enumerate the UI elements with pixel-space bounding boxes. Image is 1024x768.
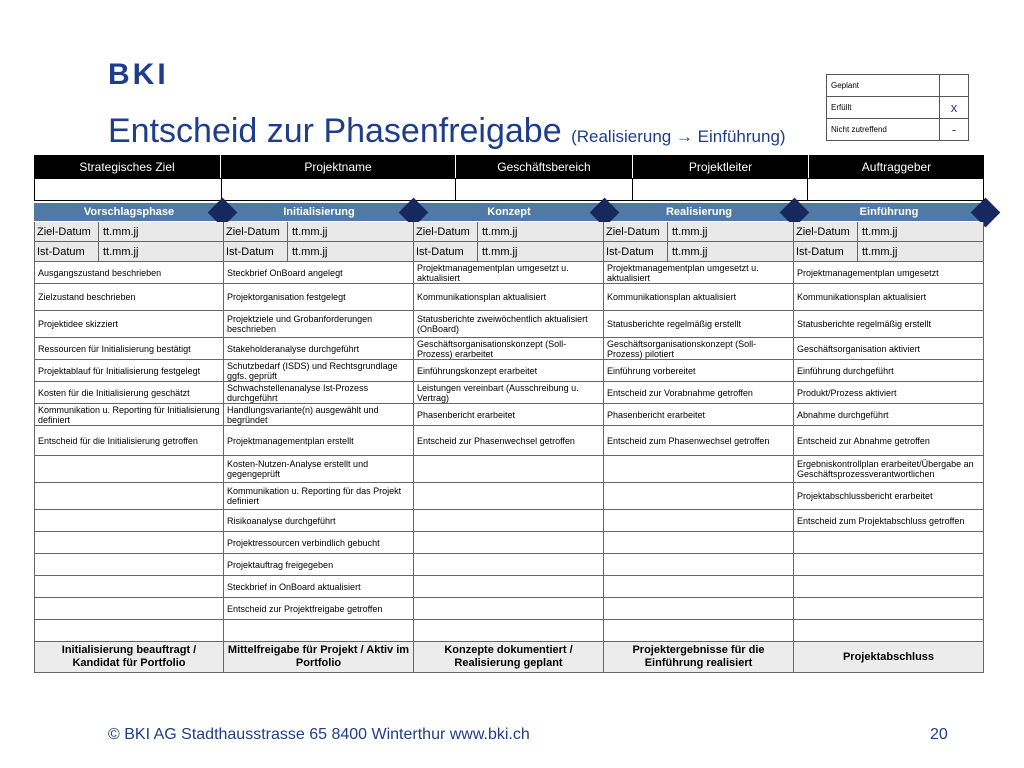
ist-date-cell [34,242,224,262]
ziel-date-label: Ziel-Datum [794,222,858,241]
checklist-item [414,554,604,576]
checklist-item: Projektmanagementplan umgesetzt u. aktualisiert [414,262,604,284]
header-client: Auftraggeber [861,159,932,174]
ziel-date-value[interactable]: tt.mm.jj [672,225,708,238]
checklist-item [34,576,224,598]
phase-label: Vorschlagsphase [83,206,175,218]
checklist-item [794,532,984,554]
checklist-item [34,554,224,576]
checklist-item [604,483,794,510]
project-lead-field[interactable] [633,179,809,200]
project-header-row [34,155,984,178]
checklist-item: Geschäftsorganisation aktiviert [794,338,984,360]
legend-row [827,97,969,119]
ziel-date-value[interactable]: tt.mm.jj [482,225,518,238]
checklist-item [604,598,794,620]
checklist-item: Einführung durchgeführt [794,360,984,382]
checklist-item [794,554,984,576]
checklist-item: Kosten-Nutzen-Analyse erstellt und gegengeprüft [224,456,414,483]
client-field[interactable] [808,179,983,200]
phase-milestone: Projektabschluss [794,642,984,673]
checklist-item: Geschäftsorganisationskonzept (Soll-Prozess) pilotiert [604,338,794,360]
legend-label: Erfüllt [827,97,940,119]
checklist-item: Risikoanalyse durchgeführt [224,510,414,532]
phase-label: Konzept [487,206,531,218]
ziel-date-cell [794,222,984,242]
checklist-item: Stakeholderanalyse durchgeführt [224,338,414,360]
checklist-item: Ergebniskontrollplan erarbeitet/Übergabe an Geschäftsprozessverantwortlichen [794,456,984,483]
ist-date-value[interactable]: tt.mm.jj [862,245,898,258]
legend-mark: - [940,119,969,141]
phase-milestone: Initialisierung beauftragt / Kandidat für Portfolio [34,642,224,673]
checklist-item: Kosten für die Initialisierung geschätzt [34,382,224,404]
ziel-date-cell [604,222,794,242]
checklist-item: Zielzustand beschrieben [34,284,224,311]
checklist-item: Phasenbericht erarbeitet [604,404,794,426]
ziel-date-cell [414,222,604,242]
ist-date-value[interactable]: tt.mm.jj [103,245,139,258]
ist-date-label: Ist-Datum [414,242,478,261]
checklist-item: Entscheid zum Projektabschluss getroffen [794,510,984,532]
header-project-name: Projektname [221,155,456,178]
phase-bar [34,203,984,221]
checklist-item: Kommunikation u. Reporting für Initialisierung definiert [34,404,224,426]
phase-label: Initialisierung [283,206,355,218]
ziel-date-label: Ziel-Datum [224,222,288,241]
checklist-item [604,554,794,576]
checklist-item: Statusberichte regelmäßig erstellt [794,311,984,338]
ist-date-label: Ist-Datum [794,242,858,261]
status-legend [826,74,969,141]
checklist-item [34,510,224,532]
phase-milestone: Mittelfreigabe für Projekt / Aktiv im Portfolio [224,642,414,673]
checklist-item: Projektmanagementplan umgesetzt [794,262,984,284]
checklist-item: Phasenbericht erarbeitet [414,404,604,426]
checklist-item: Entscheid für die Initialisierung getroffen [34,426,224,456]
ist-date-label: Ist-Datum [604,242,668,261]
phase-label: Einführung [859,206,919,218]
ziel-date-value[interactable]: tt.mm.jj [862,225,898,238]
ziel-date-cell [34,222,224,242]
checklist-item: Steckbrief OnBoard angelegt [224,262,414,284]
checklist-item [604,456,794,483]
checklist-item [414,483,604,510]
ist-date-cell [414,242,604,262]
checklist-item: Leistungen vereinbart (Ausschreibung u. Vertrag) [414,382,604,404]
ziel-date-label: Ziel-Datum [604,222,668,241]
checklist-item [604,576,794,598]
header-project-lead: Projektleiter [633,155,809,178]
checklist-item: Projektidee skizziert [34,311,224,338]
legend-label: Geplant [827,75,940,97]
title-subtitle: (Realisierung → Einführung) [571,127,786,146]
phase-milestone: Konzepte dokumentiert / Realisierung geplant [414,642,604,673]
legend-row [827,75,969,97]
checklist-item: Einführung vorbereitet [604,360,794,382]
checklist-item [34,598,224,620]
legend-label: Nicht zutreffend [827,119,940,141]
phase-milestone: Projektergebnisse für die Einführung realisiert [604,642,794,673]
checklist-item: Produkt/Prozess aktiviert [794,382,984,404]
checklist-item: Kommunikationsplan aktualisiert [414,284,604,311]
ist-date-label: Ist-Datum [224,242,288,261]
checklist-item: Ressourcen für Initialisierung bestätigt [34,338,224,360]
checklist-item [34,483,224,510]
business-unit-field[interactable] [456,179,633,200]
checklist-item [224,620,414,642]
checklist-item: Statusberichte zweiwöchentlich aktualisiert (OnBoard) [414,311,604,338]
ist-date-cell [794,242,984,262]
footer-text: © BKI AG Stadthausstrasse 65 8400 Winterthur www.bki.ch [108,726,530,743]
ziel-date-label: Ziel-Datum [414,222,478,241]
project-name-field[interactable] [222,179,457,200]
checklist-item: Ausgangszustand beschrieben [34,262,224,284]
project-value-row [34,178,984,201]
checklist-item: Projektmanagementplan erstellt [224,426,414,456]
checklist-item [604,620,794,642]
checklist-item [414,510,604,532]
checklist-item: Kommunikation u. Reporting für das Projekt definiert [224,483,414,510]
checklist-item: Abnahme durchgeführt [794,404,984,426]
checklist-item: Einführungskonzept erarbeitet [414,360,604,382]
ziel-date-cell [224,222,414,242]
page-number: 20 [930,726,948,743]
ziel-date-value[interactable]: tt.mm.jj [292,225,328,238]
header-strategic-goal: Strategisches Ziel [34,155,221,178]
checklist-item: Projektauftrag freigegeben [224,554,414,576]
checklist-item [794,576,984,598]
checklist-item: Entscheid zur Phasenwechsel getroffen [414,426,604,456]
checklist-item [414,598,604,620]
checklist-item: Entscheid zur Abnahme getroffen [794,426,984,456]
checklist-item [604,532,794,554]
legend-mark: x [940,97,969,119]
checklist-item: Entscheid zur Vorabnahme getroffen [604,382,794,404]
checklist-item: Schwachstellenanalyse Ist-Prozess durchgeführt [224,382,414,404]
checklist-item [34,620,224,642]
legend-row [827,119,969,141]
checklist-item: Projektziele und Grobanforderungen beschrieben [224,311,414,338]
checklist-item [34,456,224,483]
ist-date-value[interactable]: tt.mm.jj [482,245,518,258]
legend-mark [940,75,969,97]
checklist-item [414,532,604,554]
ziel-date-value[interactable]: tt.mm.jj [103,225,139,238]
page-title [108,112,786,151]
checklist-item: Projektabschlussbericht erarbeitet [794,483,984,510]
ziel-date-label: Ziel-Datum [35,222,99,241]
checklist-item: Projektmanagementplan umgesetzt u. aktualisiert [604,262,794,284]
checklist-item [414,456,604,483]
checklist-item: Kommunikationsplan aktualisiert [794,284,984,311]
checklist-item: Entscheid zum Phasenwechsel getroffen [604,426,794,456]
checklist-item: Statusberichte regelmäßig erstellt [604,311,794,338]
ist-date-label: Ist-Datum [35,242,99,261]
ist-date-cell [224,242,414,262]
bki-logo: BKI [108,58,169,91]
checklist-item: Projektorganisation festgelegt [224,284,414,311]
checklist-item [794,598,984,620]
checklist-item: Projektablauf für Initialisierung festgelegt [34,360,224,382]
ist-date-value[interactable]: tt.mm.jj [672,245,708,258]
strategic-goal-field[interactable] [35,179,222,200]
checklist-item: Schutzbedarf (ISDS) und Rechtsgrundlage ggfs. geprüft [224,360,414,382]
checklist-item [794,620,984,642]
phase-checklist-grid [34,222,984,673]
title-text: Entscheid zur Phasenfreigabe [108,112,562,150]
checklist-item: Handlungsvariante(n) ausgewählt und begründet [224,404,414,426]
checklist-item [414,576,604,598]
phase-label: Realisierung [665,206,733,218]
checklist-item [34,532,224,554]
checklist-item: Projektressourcen verbindlich gebucht [224,532,414,554]
checklist-item: Kommunikationsplan aktualisiert [604,284,794,311]
ist-date-cell [604,242,794,262]
header-business-unit: Geschäftsbereich [456,155,633,178]
checklist-item [414,620,604,642]
checklist-item: Entscheid zur Projektfreigabe getroffen [224,598,414,620]
checklist-item: Geschäftsorganisationskonzept (Soll-Prozess) erarbeitet [414,338,604,360]
checklist-item: Steckbrief in OnBoard aktualisiert [224,576,414,598]
ist-date-value[interactable]: tt.mm.jj [292,245,328,258]
checklist-item [604,510,794,532]
